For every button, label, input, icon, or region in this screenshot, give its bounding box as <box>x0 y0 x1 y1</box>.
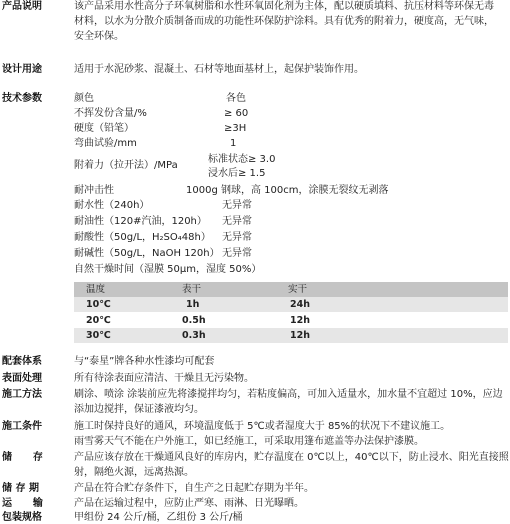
drying-table <box>74 282 508 344</box>
table-header-row <box>74 282 508 297</box>
table-row <box>74 328 508 343</box>
spec-value-water: 无异常 <box>222 200 252 211</box>
spec-name-hardness: 硬度（铅笔） <box>74 123 134 134</box>
spec-value-hardness: ≥3H <box>224 123 247 134</box>
table-row <box>74 297 508 312</box>
table-cell-hard-dry: 12h <box>290 330 310 341</box>
specs-label: 技术参数 <box>2 93 42 104</box>
table-cell-hard-dry: 12h <box>290 315 310 326</box>
table-cell-temp: 10℃ <box>86 299 111 310</box>
table-cell-temp: 30℃ <box>86 330 111 341</box>
table-cell-temp: 20℃ <box>86 315 111 326</box>
table-cell-surface-dry: 0.3h <box>182 330 206 341</box>
usage-label: 设计用途 <box>2 64 42 75</box>
table-header-temp: 温度 <box>86 284 106 295</box>
spec-value-acid: 无异常 <box>222 232 252 243</box>
package-label: 包装规格 <box>2 512 42 523</box>
shelf-text: 产品在符合贮存条件下，自生产之日起贮存期为半年。 <box>74 483 314 494</box>
spec-name-solids: 不挥发份含量/% <box>74 108 147 119</box>
transport-label: 运 输 <box>2 498 43 509</box>
condition-label: 施工条件 <box>2 421 42 432</box>
storage-label: 储 存 <box>2 452 43 463</box>
system-label: 配套体系 <box>2 356 42 367</box>
intro-line-2: 材料，以水为分散介质制备而成的功能性环保防护涂料。具有优秀的附着力，硬度高，无气味， <box>74 16 494 27</box>
table-header-hard-dry: 实干 <box>288 284 308 295</box>
spec-value-impact: 1000g 钢球，高 100cm，涂膜无裂纹无剥落 <box>186 185 389 196</box>
system-text: 与“泰星”牌各种水性漆均可配套 <box>74 356 215 367</box>
spec-name-bend: 弯曲试验/mm <box>74 138 137 149</box>
table-header-surface-dry: 表干 <box>182 284 202 295</box>
spec-value-adhesion-standard: 标准状态≥ 3.0 <box>208 154 276 165</box>
intro-label: 产品说明 <box>2 1 42 12</box>
method-label: 施工方法 <box>2 389 42 400</box>
table-cell-surface-dry: 0.5h <box>182 315 206 326</box>
package-text: 甲组份 24 公斤/桶，乙组份 3 公斤/桶 <box>74 512 243 523</box>
table-row <box>74 313 508 328</box>
spec-value-solids: ≥ 60 <box>224 108 249 119</box>
spec-value-bend: 1 <box>230 138 237 149</box>
spec-name-impact: 耐冲击性 <box>74 185 114 196</box>
intro-line-3: 安全环保。 <box>74 31 124 42</box>
surface-text: 所有待涂表面应清洁、干燥且无污染物。 <box>74 373 254 384</box>
spec-name-water: 耐水性（240h） <box>74 200 150 211</box>
condition-line-1: 施工时保持良好的通风，环境温度低于 5℃或者湿度大于 85%的状况下不建议施工。 <box>74 421 451 432</box>
transport-text: 产品在运输过程中，应防止严寒、雨淋、日光曝晒。 <box>74 498 304 509</box>
spec-value-alkali: 无异常 <box>222 248 252 259</box>
condition-line-2: 雨雪雾天气不能在户外施工，如已经施工，可采取用篷布遮盖等办法保护漆膜。 <box>74 436 424 447</box>
surface-label: 表面处理 <box>2 373 42 384</box>
usage-text: 适用于水泥砂浆、混凝土、石材等地面基材上，起保护装饰作用。 <box>74 64 364 75</box>
shelf-label: 储 存 期 <box>2 483 39 494</box>
drying-title: 自然干燥时间（湿膜 50μm，湿度 50%） <box>74 264 262 275</box>
storage-line-1: 产品应该存放在干燥通风良好的库房内，贮存温度在 0℃以上，40℃以下，防止浸水、阳光直接照 <box>74 452 509 463</box>
spec-value-oil: 无异常 <box>222 216 252 227</box>
table-cell-surface-dry: 1h <box>186 299 200 310</box>
spec-name-acid: 耐酸性（50g/L，H₂SO₄48h） <box>74 232 211 243</box>
spec-name-oil: 耐油性（120#汽油，120h） <box>74 216 207 227</box>
storage-line-2: 射，隔绝火源，远离热源。 <box>74 467 194 478</box>
intro-line-1: 该产品采用水性高分子环氧树脂和水性环氧固化剂为主体，配以硬质填料、抗压材料等环保无毒 <box>74 1 494 12</box>
spec-value-adhesion-water: 浸水后≥ 1.5 <box>208 168 266 179</box>
spec-name-color: 颜色 <box>74 93 94 104</box>
spec-name-alkali: 耐碱性（50g/L，NaOH 120h） <box>74 248 220 259</box>
table-cell-hard-dry: 24h <box>290 299 310 310</box>
spec-value-color: 各色 <box>226 93 246 104</box>
spec-name-adhesion: 附着力（拉开法）/MPa <box>74 160 178 171</box>
method-line-2: 添加边搅拌，保证漆液均匀。 <box>74 404 204 415</box>
method-line-1: 刷涂、喷涂 涂装前应先将漆搅拌均匀，若粘度偏高，可加入适量水，加水量不宜超过 10%，应边 <box>74 389 503 400</box>
